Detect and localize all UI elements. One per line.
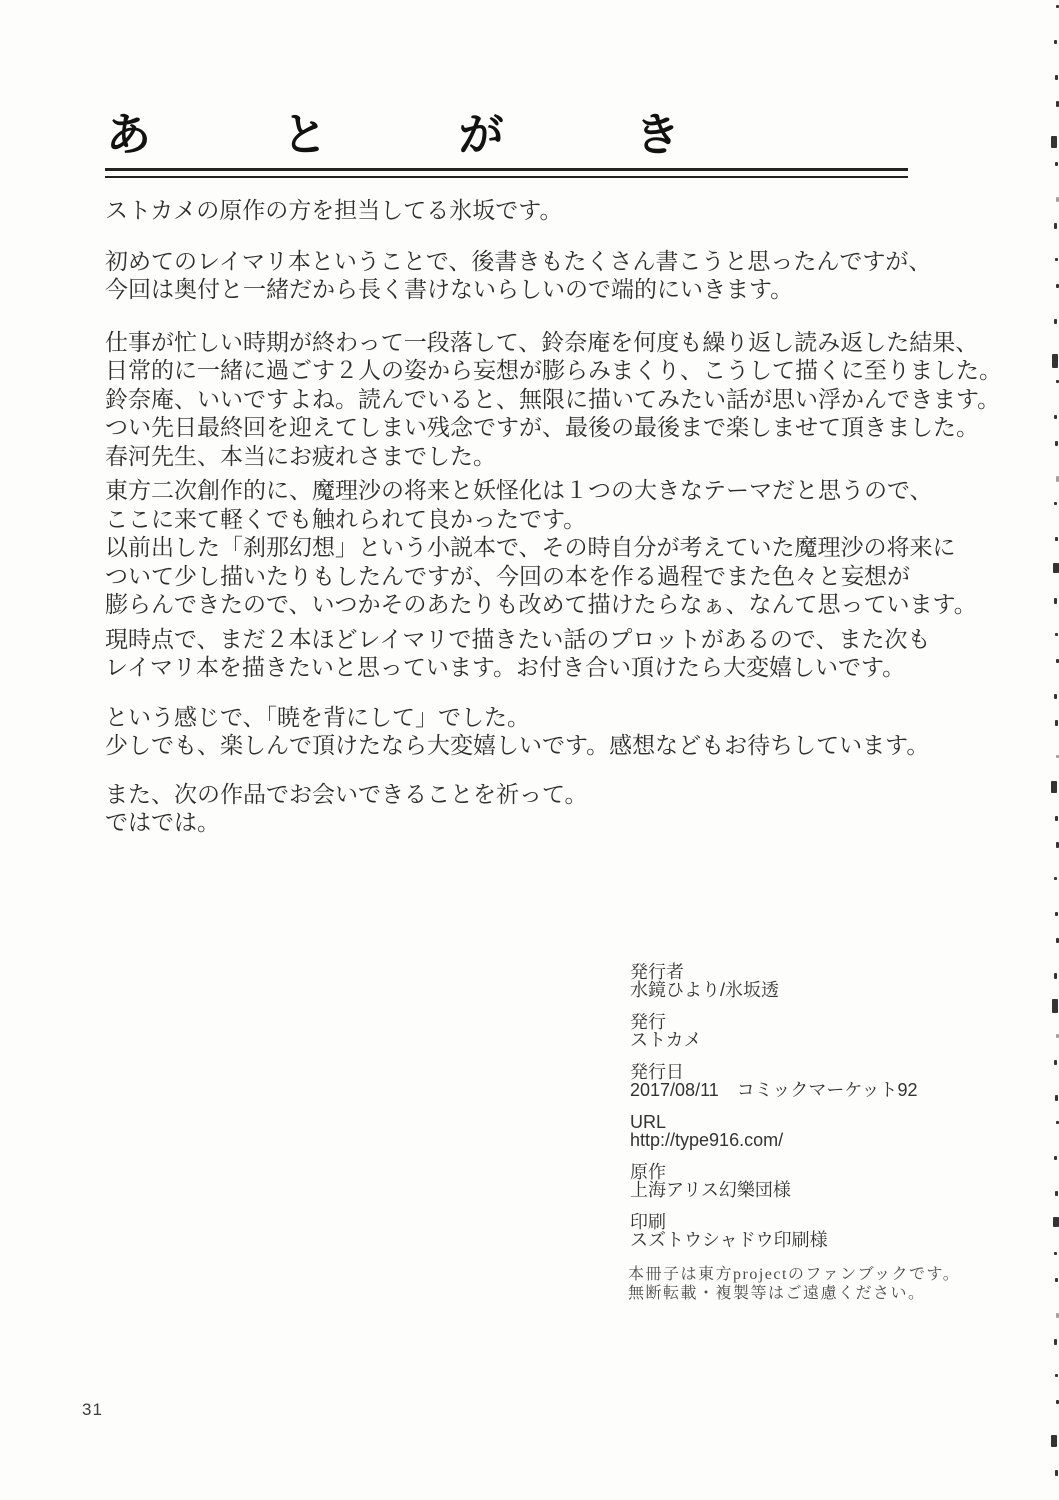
afterword-line: 東方二次創作的に、魔理沙の将来と妖怪化は１つの大きなテーマだと思うので、 bbox=[105, 477, 933, 503]
title-underline-rule bbox=[105, 168, 908, 178]
edge-ink-mark bbox=[1054, 1060, 1057, 1065]
afterword-paragraph bbox=[105, 476, 1010, 619]
edge-ink-mark bbox=[1054, 1339, 1057, 1345]
edge-ink-mark bbox=[1055, 1095, 1058, 1101]
edge-ink-mark bbox=[1055, 1278, 1058, 1282]
afterword-line: レイマリ本を描きたいと思っています。お付き合い頂けたら大変嬉しいです。 bbox=[105, 654, 906, 680]
colophon-value: 2017/08/11 コミックマーケット92 bbox=[630, 1079, 918, 1100]
colophon-value: ストカメ bbox=[630, 1029, 702, 1050]
edge-ink-mark bbox=[1055, 1374, 1058, 1377]
edge-ink-mark bbox=[1054, 415, 1057, 419]
edge-ink-mark bbox=[1055, 633, 1058, 636]
colophon-value: 上海アリス幻樂団様 bbox=[630, 1179, 791, 1200]
afterword-line: ついて少し描いたりもしたんですが、今回の本を作る過程でまた色々と妄想が bbox=[105, 562, 910, 589]
afterword-paragraph bbox=[105, 780, 1010, 837]
afterword-line: つい先日最終回を迎えてしまい残念ですが、最後の最後まで楽しませて頂きました。 bbox=[105, 414, 979, 440]
edge-ink-mark bbox=[1055, 720, 1058, 726]
afterword-paragraph bbox=[105, 703, 1010, 760]
scan-edge-artifacts bbox=[1045, 0, 1059, 1500]
edge-ink-mark bbox=[1055, 816, 1058, 821]
colophon-label: 発行 bbox=[630, 1012, 666, 1032]
afterword-line: 春河先生、本当にお疲れさまでした。 bbox=[105, 442, 496, 469]
colophon-value: http://type916.com/ bbox=[630, 1129, 784, 1150]
edge-ink-mark bbox=[1055, 441, 1058, 446]
edge-ink-mark bbox=[1054, 1252, 1057, 1255]
edge-ink-mark bbox=[1053, 1217, 1059, 1227]
edge-ink-mark bbox=[1055, 537, 1058, 541]
edge-ink-mark bbox=[1052, 999, 1058, 1013]
edge-ink-mark bbox=[1054, 319, 1057, 324]
afterword-paragraph bbox=[105, 625, 1010, 682]
edge-ink-mark bbox=[1055, 162, 1058, 166]
afterword-paragraph bbox=[105, 247, 1010, 304]
edge-ink-mark bbox=[1054, 694, 1057, 699]
colophon bbox=[630, 964, 1030, 1264]
colophon-label: 原作 bbox=[630, 1162, 666, 1182]
colophon-label: 印刷 bbox=[630, 1212, 666, 1232]
afterword-line: 以前出した「刹那幻想」という小説本で、その時自分が考えていた魔理沙の将来に bbox=[105, 534, 956, 560]
page-number: 31 bbox=[82, 1400, 103, 1419]
afterword-line: 鈴奈庵、いいですよね。読んでいると、無限に描いてみたい話が思い浮かんできます。 bbox=[105, 385, 1001, 412]
colophon-entry bbox=[630, 1164, 1030, 1199]
fanbook-notice-line: 本冊子は東方projectのファンブックです。 bbox=[628, 1266, 961, 1283]
colophon-value: 水鏡ひより/氷坂透 bbox=[630, 979, 780, 1000]
edge-ink-mark bbox=[1054, 598, 1057, 604]
afterword-line: という感じで、「暁を背にして」でした。 bbox=[105, 703, 531, 730]
page-title bbox=[106, 110, 680, 160]
colophon-entry bbox=[630, 1214, 1030, 1249]
edge-ink-mark bbox=[1054, 877, 1057, 880]
edge-ink-mark bbox=[1054, 40, 1057, 44]
afterword-paragraph bbox=[105, 196, 1010, 225]
colophon-label: URL bbox=[630, 1112, 667, 1132]
afterword-line: また、次の作品でお会いできることを祈って。 bbox=[105, 780, 588, 807]
colophon-entry bbox=[630, 964, 1030, 999]
edge-ink-mark bbox=[1054, 973, 1057, 979]
afterword-body-text bbox=[105, 196, 1010, 837]
afterword-paragraph bbox=[105, 328, 1010, 471]
title-char: あ bbox=[106, 109, 152, 160]
colophon-label: 発行者 bbox=[630, 962, 684, 982]
afterword-line: 今回は奥付と一緒だから長く書けないらしいので端的にいきます。 bbox=[105, 276, 794, 302]
edge-ink-mark bbox=[1051, 136, 1057, 148]
title-char: が bbox=[458, 109, 504, 160]
afterword-line: 膨らんできたので、いつかそのあたりも改めて描けたらなぁ、なんて思っています。 bbox=[105, 591, 977, 617]
afterword-line: ストカメの原作の方を担当してる氷坂です。 bbox=[105, 197, 563, 223]
edge-ink-mark bbox=[1055, 912, 1058, 916]
edge-ink-mark bbox=[1052, 354, 1058, 368]
afterword-line: ではでは。 bbox=[105, 809, 220, 835]
edge-ink-mark bbox=[1054, 502, 1057, 505]
edge-ink-mark bbox=[1054, 1156, 1057, 1160]
edge-ink-mark bbox=[1055, 75, 1058, 80]
colophon-entry bbox=[630, 1064, 1030, 1099]
afterword-line: ここに来て軽くでも触れられて良かったです。 bbox=[105, 505, 587, 532]
afterword-line: 初めてのレイマリ本ということで、後書きもたくさん書こうと思ったんですが、 bbox=[105, 247, 932, 274]
edge-ink-mark bbox=[1051, 781, 1057, 793]
afterword-line: 日常的に一緒に過ごす２人の姿から妄想が膨らみまくり、こうして描くに至りました。 bbox=[105, 357, 1002, 383]
afterword-line: 少しでも、楽しんで頂けたなら大変嬉しいです。感想などもお待ちしています。 bbox=[105, 732, 930, 758]
title-char: と bbox=[282, 109, 328, 160]
afterword-line: 仕事が忙しい時期が終わって一段落して、鈴奈庵を何度も繰り返し読み返した結果、 bbox=[105, 328, 979, 355]
colophon-label: 発行日 bbox=[630, 1062, 684, 1082]
colophon-entry bbox=[630, 1114, 1030, 1149]
afterword-line: 現時点で、まだ２本ほどレイマリで描きたい話のプロットがあるので、また次も bbox=[105, 625, 931, 652]
title-char: き bbox=[634, 109, 680, 160]
fanbook-notice bbox=[628, 1266, 1028, 1303]
edge-ink-mark bbox=[1055, 1191, 1058, 1196]
colophon-value: スズトウシャドウ印刷様 bbox=[630, 1229, 828, 1250]
edge-ink-mark bbox=[1055, 258, 1058, 261]
edge-ink-mark bbox=[1055, 1470, 1058, 1476]
fanbook-notice-line: 無断転載・複製等はご遠慮ください。 bbox=[628, 1284, 926, 1302]
edge-ink-mark bbox=[1051, 1435, 1057, 1447]
edge-ink-mark bbox=[1053, 563, 1059, 573]
edge-ink-mark bbox=[1054, 223, 1057, 229]
colophon-entry bbox=[630, 1014, 1030, 1049]
